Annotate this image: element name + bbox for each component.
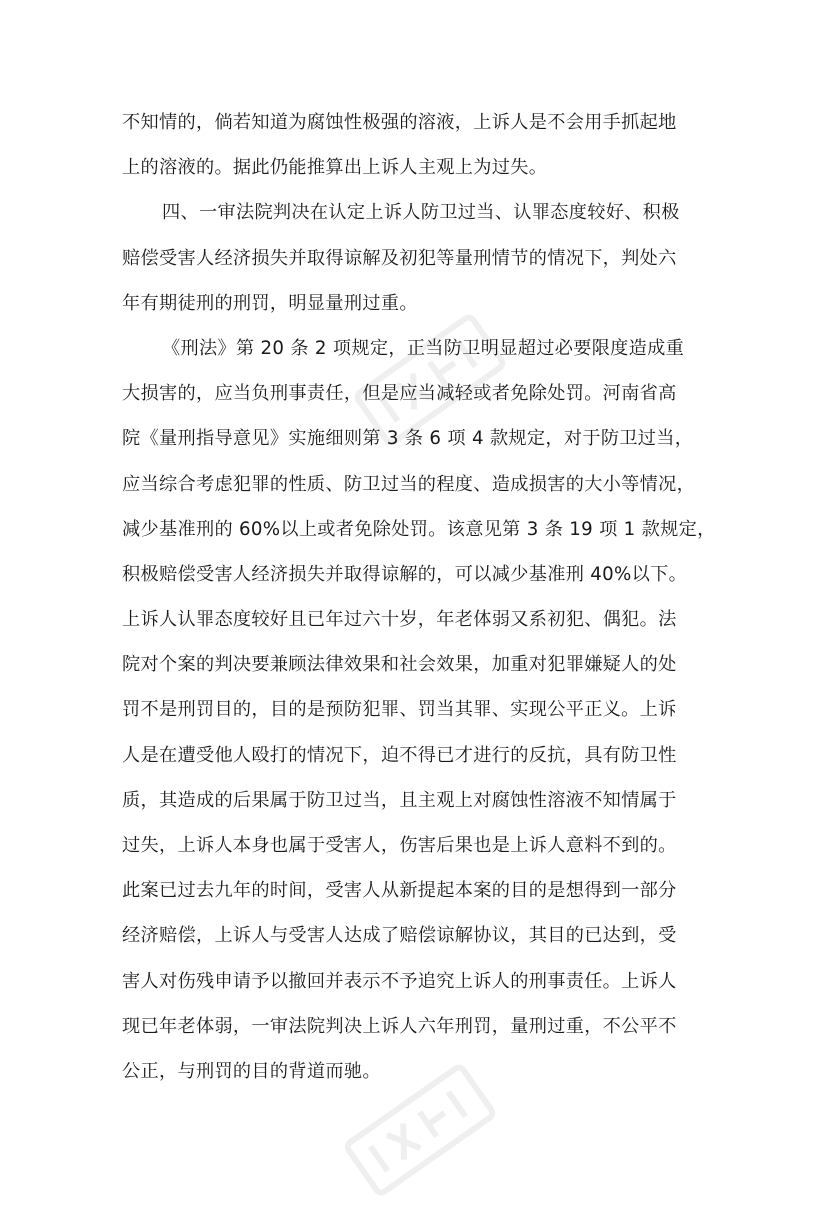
text-line: 害人对伤残申请予以撤回并表示不予追究上诉人的刑事责任。上诉人 (122, 970, 677, 992)
text-line: 赔偿受害人经济损失并取得谅解及初犯等量刑情节的情况下，判处六 (122, 247, 677, 269)
document-body (122, 100, 714, 1094)
text-line: 应当综合考虑犯罪的性质、防卫过当的程度、造成损害的大小等情况， (122, 473, 696, 495)
text-line: 《刑法》第 20 条 2 项规定，正当防卫明显超过必要限度造成重 (162, 337, 685, 359)
text-line: 院《量刑指导意见》实施细则第 3 条 6 项 4 款规定，对于防卫过当， (122, 428, 694, 450)
text-line: 现已年老体弱，一审法院判决上诉人六年刑罚，量刑过重，不公平不 (122, 1015, 677, 1037)
text-line: 上诉人认罪态度较好且已年过六十岁，年老体弱又系初犯、偶犯。法 (122, 609, 677, 631)
text-line: 公正，与刑罚的目的背道而驰。 (122, 1060, 381, 1082)
text-line: 大损害的，应当负刑事责任，但是应当减轻或者免除处罚。河南省高 (122, 383, 677, 405)
text-line: 不知情的，倘若知道为腐蚀性极强的溶液，上诉人是不会用手抓起地 (122, 112, 677, 133)
text-line: 院对个案的判决要兼顾法律效果和社会效果，加重对犯罪嫌疑人的处 (122, 654, 677, 676)
text-line: 此案已过去九年的时间，受害人从新提起本案的目的是想得到一部分 (122, 880, 677, 902)
text-line: 减少基准刑的 60%以上或者免除处罚。该意见第 3 条 19 项 1 款规定， (122, 518, 716, 540)
text-line: 过失，上诉人本身也属于受害人，伤害后果也是上诉人意料不到的。 (122, 835, 677, 856)
text-line: 积极赔偿受害人经济损失并取得谅解的，可以减少基准刑 40%以下。 (122, 563, 688, 585)
text-line: 人是在遭受他人殴打的情况下，迫不得已才进行的反抗，具有防卫性 (122, 744, 677, 766)
text-line: 上的溶液的。据此仍能推算出上诉人主观上为过失。 (122, 157, 548, 179)
text-line: 罚不是刑罚目的，目的是预防犯罪、罚当其罪、实现公平正义。上诉 (122, 699, 677, 721)
text-line: 年有期徒刑的刑罚，明显量刑过重。 (122, 292, 418, 314)
text-line: 经济赔偿，上诉人与受害人达成了赔偿谅解协议，其目的已达到，受 (122, 925, 677, 947)
text-line: 质，其造成的后果属于防卫过当，且主观上对腐蚀性溶液不知情属于 (122, 789, 677, 811)
text-line: 四、一审法院判决在认定上诉人防卫过当、认罪态度较好、积极 (162, 202, 680, 224)
